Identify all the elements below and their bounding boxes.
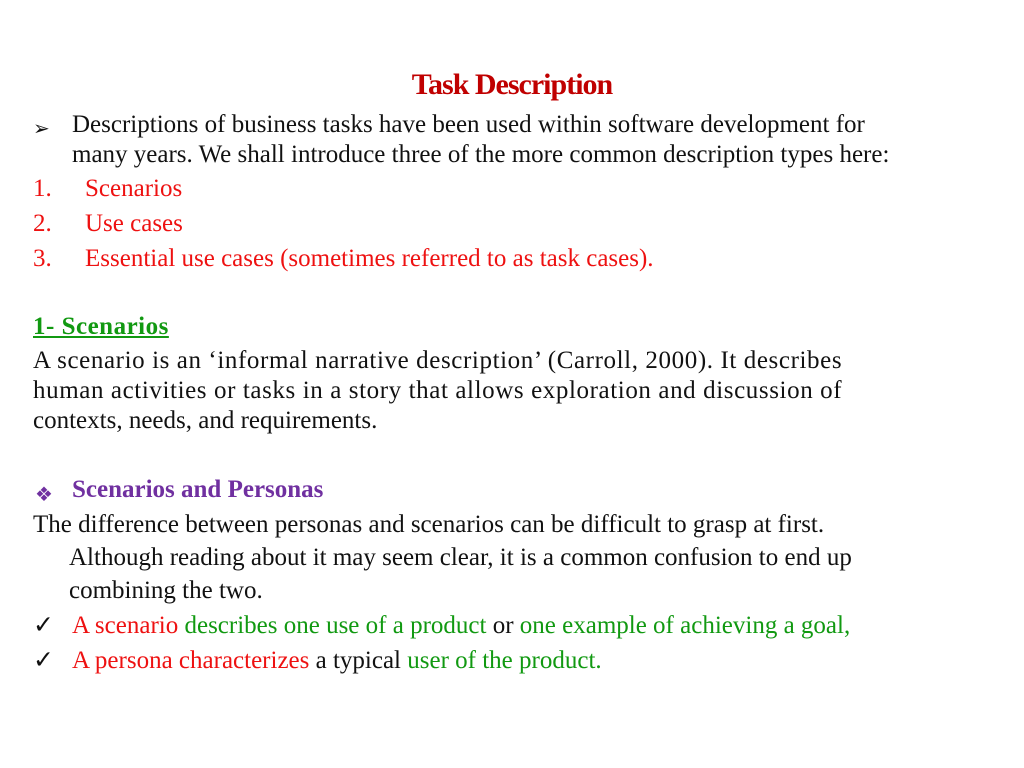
check-item-1 — [72, 611, 850, 641]
check-1-or: or — [486, 612, 520, 639]
personas-line-1: The difference between personas and scenarios can be difficult to grasp at first. — [33, 511, 825, 538]
type-2-label: Use cases — [85, 210, 183, 237]
type-1-number: 1. — [33, 175, 52, 202]
check-2-user: user of the product. — [407, 647, 602, 674]
check-1-scenario: A scenario — [72, 612, 179, 639]
type-3-label: Essential use cases (sometimes referred to as task cases). — [85, 245, 654, 272]
scenarios-line-1: A scenario is an ‘informal narrative description’ (Carroll, 2000). It describes — [33, 347, 843, 374]
check-icon: ✓ — [33, 612, 54, 639]
personas-line-2: Although reading about it may seem clear, it is a common confusion to end up — [69, 544, 852, 571]
type-3-number: 3. — [33, 245, 52, 272]
personas-heading: Scenarios and Personas — [72, 476, 324, 503]
page-title: Task Description — [411, 68, 613, 101]
diamond-bullet-icon: ❖ — [35, 484, 53, 506]
check-1-describes: describes one use of a product — [178, 612, 487, 639]
check-item-2 — [72, 646, 602, 676]
scenarios-line-2: human activities or tasks in a story that allows exploration and discussion of — [33, 377, 843, 404]
personas-line-3: combining the two. — [69, 577, 263, 604]
scenarios-heading: 1- Scenarios — [33, 313, 169, 340]
check-1-example: one example of achieving a goal, — [519, 612, 851, 639]
arrow-bullet-icon: ➢ — [33, 118, 50, 140]
intro-line-1: Descriptions of business tasks have been used within software development for — [72, 111, 865, 138]
type-1-label: Scenarios — [85, 175, 183, 202]
check-2-persona: A persona characterizes — [72, 647, 310, 674]
check-2-typical: a typical — [309, 647, 408, 674]
check-icon: ✓ — [33, 647, 54, 674]
scenarios-line-3: contexts, needs, and requirements. — [33, 407, 378, 434]
type-2-number: 2. — [33, 210, 52, 237]
intro-line-2: many years. We shall introduce three of the more common description types here: — [72, 141, 890, 168]
